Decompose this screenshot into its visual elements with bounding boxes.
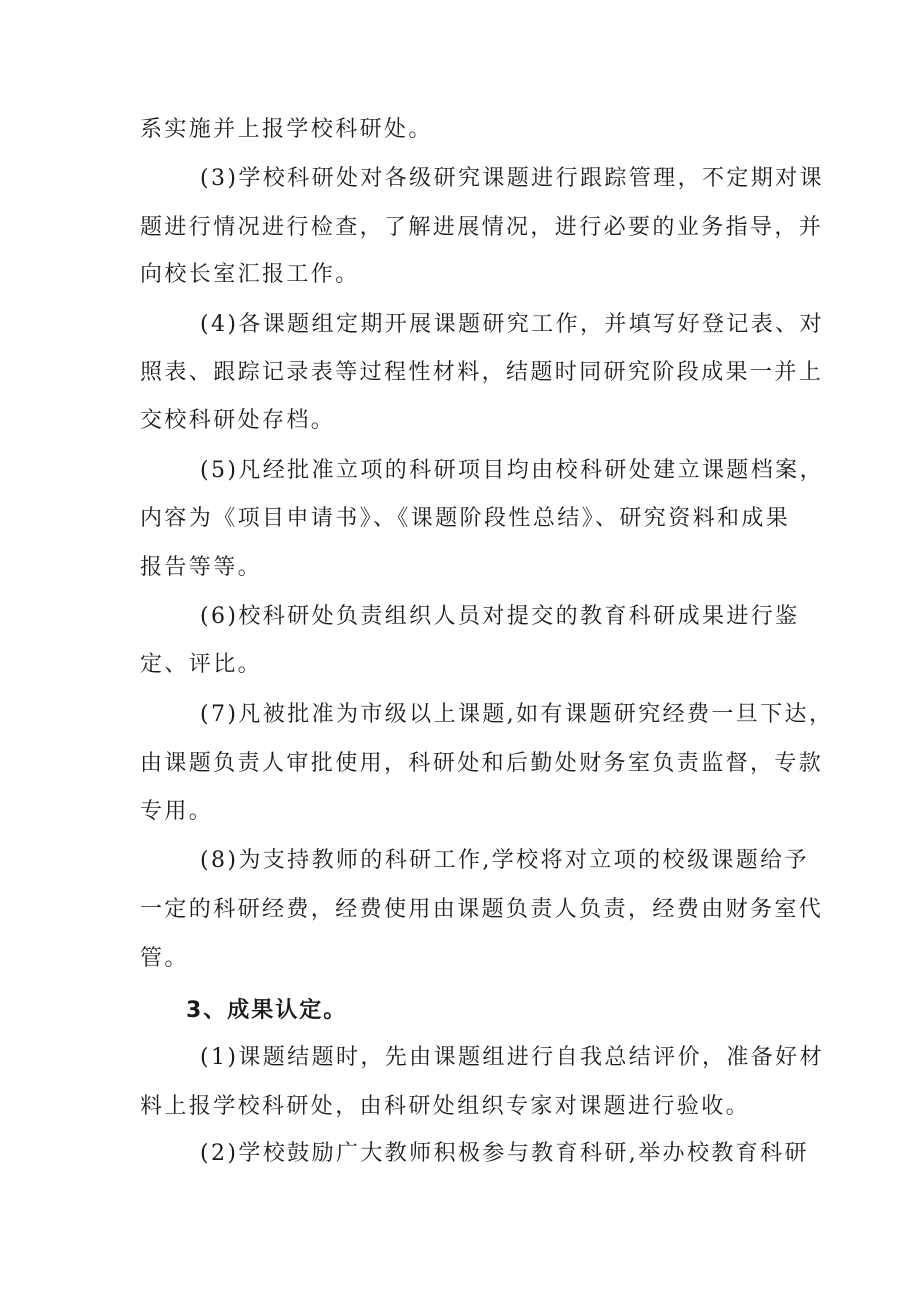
paragraph-4-line-2: 照表、跟踪记录表等过程性材料，结题时同研究阶段成果一并上 — [140, 360, 824, 385]
paragraph-5-line-3: 报告等等。 — [140, 555, 263, 580]
section-heading: 3、成果认定。 — [186, 998, 348, 1023]
paragraph-8-line-3: 管。 — [140, 946, 189, 971]
paragraph-5-line-2: 内容为《项目申请书》、《课题阶段性总结》、研究资料和成果 — [140, 506, 791, 531]
paragraph-6-line-1: (6)校科研处负责组织人员对提交的教育科研成果进行鉴 — [200, 604, 800, 629]
paragraph-6-line-2: 定、评比。 — [140, 652, 263, 677]
paragraph-1-line-1: (1)课题结题时，先由课题组进行自我总结评价，准备好材 — [200, 1045, 824, 1070]
paragraph-5-line-1: (5)凡经批准立项的科研项目均由校科研处建立课题档案， — [200, 458, 824, 483]
paragraph-2-line-1: (2)学校鼓励广大教师积极参与教育科研,举办校教育科研 — [200, 1141, 809, 1166]
paragraph-7-line-3: 专用。 — [140, 799, 214, 824]
paragraph-7-line-2: 由课题负责人审批使用，科研处和后勤处财务室负责监督，专款 — [140, 751, 824, 776]
paragraph-4-line-3: 交校科研处存档。 — [140, 408, 336, 433]
paragraph-8-line-2: 一定的科研经费，经费使用由课题负责人负责，经费由财务室代 — [140, 897, 824, 922]
text-line: 系实施并上报学校科研处。 — [140, 117, 433, 142]
paragraph-3-line-3: 向校长室汇报工作。 — [140, 262, 360, 287]
paragraph-8-line-1: (8)为支持教师的科研工作,学校将对立项的校级课题给予 — [200, 848, 809, 873]
paragraph-3-line-1: (3)学校科研处对各级研究课题进行跟踪管理，不定期对课 — [200, 166, 824, 191]
paragraph-1-line-2: 料上报学校科研处，由科研处组织专家对课题进行验收。 — [140, 1094, 751, 1119]
paragraph-3-line-2: 题进行情况进行检查，了解进展情况，进行必要的业务指导，并 — [140, 215, 824, 240]
paragraph-7-line-1: (7)凡被批准为市级以上课题,如有课题研究经费一旦下达， — [200, 702, 834, 727]
paragraph-4-line-1: (4)各课题组定期开展课题研究工作，并填写好登记表、对 — [200, 312, 824, 337]
